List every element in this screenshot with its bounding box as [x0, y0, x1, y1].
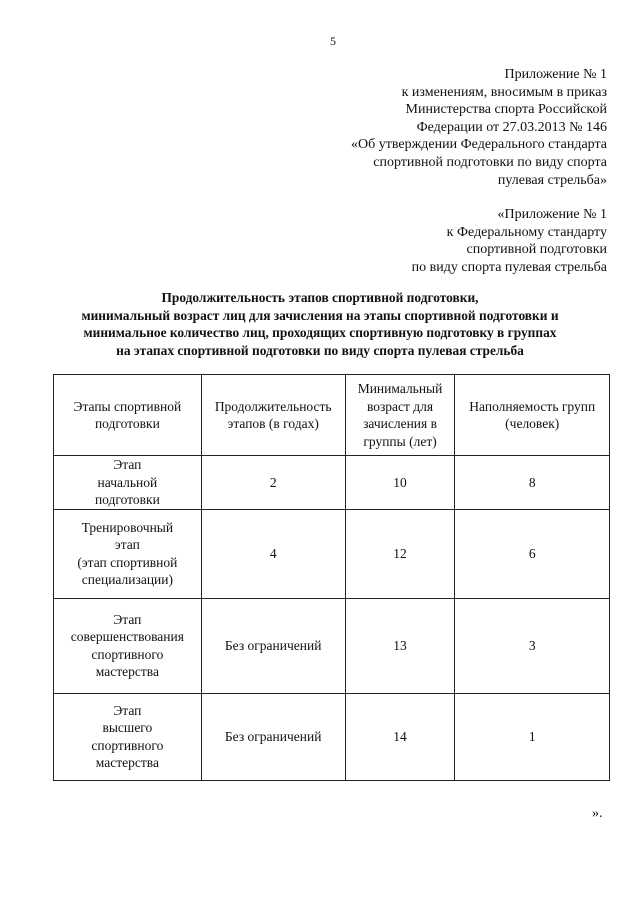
title-line: минимальный возраст лиц для зачисления на этапы спортивной подготовки и — [81, 307, 559, 323]
duration-cell: 2 — [201, 456, 345, 510]
header-min-age: Минимальный возраст для зачисления в группы (лет) — [345, 375, 455, 456]
group-size-cell: 3 — [455, 598, 610, 693]
stage-cell: Этап начальной подготовки — [54, 456, 202, 510]
header-group-size: Наполняемость групп (человек) — [455, 375, 610, 456]
appendix-line: Приложение № 1 — [504, 67, 607, 82]
table-row — [54, 598, 610, 693]
stage-cell: Этап совершенствования спортивного мастерства — [54, 598, 202, 693]
header-stage: Этапы спортивной подготовки — [54, 375, 202, 456]
appendix-line: к изменениям, вносимым в приказ — [401, 84, 607, 100]
group-size-cell: 8 — [455, 456, 610, 510]
title-line: Продолжительность этапов спортивной подготовки, — [161, 290, 479, 305]
duration-cell: Без ограничений — [201, 693, 345, 780]
title-line: на этапах спортивной подготовки по виду спорта пулевая стрельба — [116, 342, 524, 358]
appendix-line: пулевая стрельба» — [497, 172, 607, 188]
min-age-cell: 10 — [345, 456, 455, 510]
page-number: 5 — [330, 34, 336, 48]
stage-cell: Этап высшего спортивного мастерства — [54, 693, 202, 780]
table-row — [54, 456, 610, 510]
min-age-cell: 14 — [345, 693, 455, 780]
appendix-line: к Федеральному стандарту — [446, 224, 607, 240]
group-size-cell: 6 — [455, 509, 610, 598]
table-row — [54, 693, 610, 780]
appendix-line: Федерации от 27.03.2013 № 146 — [416, 119, 607, 135]
document-title — [30, 289, 610, 359]
min-age-cell: 12 — [345, 509, 455, 598]
appendix-line: «Об утверждении Федерального стандарта — [351, 137, 607, 153]
closing-quote-mark: ». — [592, 806, 603, 821]
appendix-header — [351, 66, 607, 189]
table-header-row — [54, 375, 610, 456]
stages-table — [53, 374, 610, 781]
header-duration: Продолжительность этапов (в годах) — [201, 375, 345, 456]
group-size-cell: 1 — [455, 693, 610, 780]
duration-cell: 4 — [201, 509, 345, 598]
appendix-line: «Приложение № 1 — [497, 207, 607, 222]
appendix-line: по виду спорта пулевая стрельба — [411, 259, 607, 275]
appendix-line: Министерства спорта Российской — [405, 102, 607, 118]
table-row — [54, 509, 610, 598]
min-age-cell: 13 — [345, 598, 455, 693]
standard-appendix-header — [412, 206, 607, 276]
duration-cell: Без ограничений — [201, 598, 345, 693]
appendix-line: спортивной подготовки по виду спорта — [373, 154, 607, 170]
stage-cell: Тренировочный этап (этап спортивной специализации) — [54, 509, 202, 598]
appendix-line: спортивной подготовки — [466, 242, 607, 258]
title-line: минимальное количество лиц, проходящих спортивную подготовку в группах — [83, 325, 557, 341]
